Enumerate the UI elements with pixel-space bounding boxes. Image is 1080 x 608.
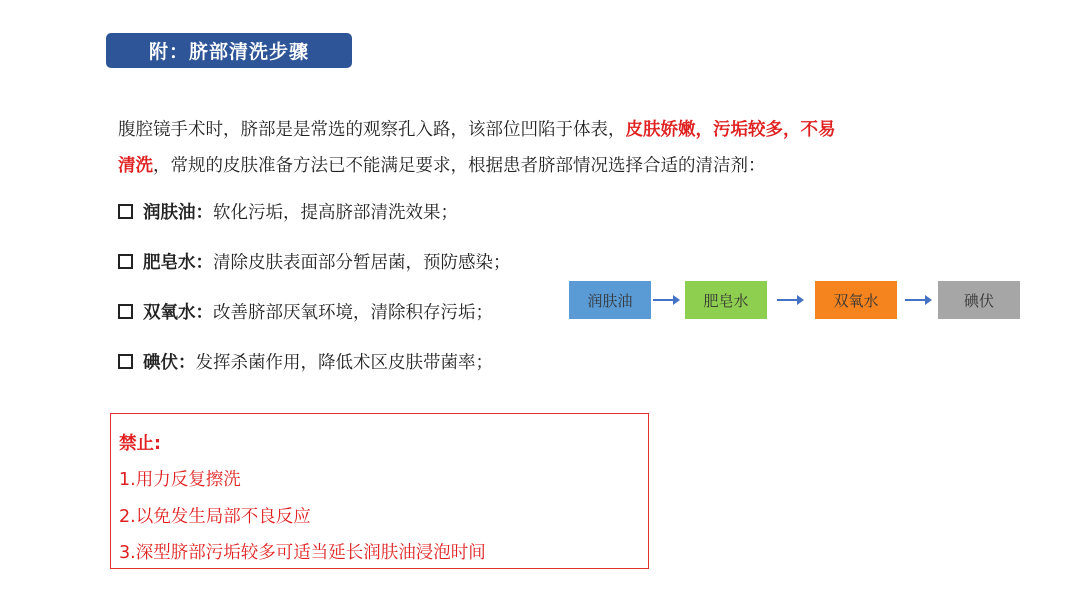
flow-step-iodophor: 碘伏 (938, 281, 1020, 319)
list-item-hydrogen-peroxide (118, 299, 493, 327)
intro-text-1: 腹腔镜手术时，脐部是是常选的观察孔入路，该部位凹陷于体表， (118, 120, 626, 140)
right-arrow-icon (903, 293, 933, 307)
right-arrow-icon (775, 293, 805, 307)
right-arrow-icon (651, 293, 681, 307)
list-item-moisturizing-oil (118, 199, 458, 227)
intro-paragraph (118, 112, 968, 184)
flow-step-moisturizing-oil: 润肤油 (569, 281, 651, 319)
item-desc: 发挥杀菌作用，降低术区皮肤带菌率； (195, 353, 493, 373)
slide-title: 附：脐部清洗步骤 (106, 33, 352, 68)
checkbox-icon (118, 204, 133, 219)
item-name: 双氧水： (143, 303, 213, 323)
intro-highlight-1: 皮肤娇嫩，污垢较多，不易 (625, 120, 836, 140)
flow-step-soap-water: 肥皂水 (685, 281, 767, 319)
warning-line-2: 2.以免发生局部不良反应 (119, 507, 311, 527)
list-item-iodophor (118, 349, 493, 377)
warning-box (110, 413, 649, 569)
item-desc: 清除皮肤表面部分暂居菌，预防感染； (213, 253, 511, 273)
flow-step-hydrogen-peroxide: 双氧水 (815, 281, 897, 319)
item-name: 肥皂水： (143, 253, 213, 273)
checkbox-icon (118, 354, 133, 369)
item-name: 润肤油： (143, 203, 213, 223)
item-name: 碘伏： (143, 353, 196, 373)
intro-highlight-2: 清洗 (118, 156, 153, 176)
warning-line-3: 3.深型脐部污垢较多可适当延长润肤油浸泡时间 (119, 543, 486, 563)
item-desc: 改善脐部厌氧环境，清除积存污垢； (213, 303, 493, 323)
warning-line-1: 1.用力反复擦洗 (119, 470, 241, 490)
warning-title: 禁止: (119, 434, 161, 454)
list-item-soap-water (118, 249, 511, 277)
checkbox-icon (118, 254, 133, 269)
item-desc: 软化污垢，提高脐部清洗效果； (213, 203, 458, 223)
checkbox-icon (118, 304, 133, 319)
intro-text-2: ，常规的皮肤准备方法已不能满足要求，根据患者脐部情况选择合适的清洁剂： (153, 156, 766, 176)
